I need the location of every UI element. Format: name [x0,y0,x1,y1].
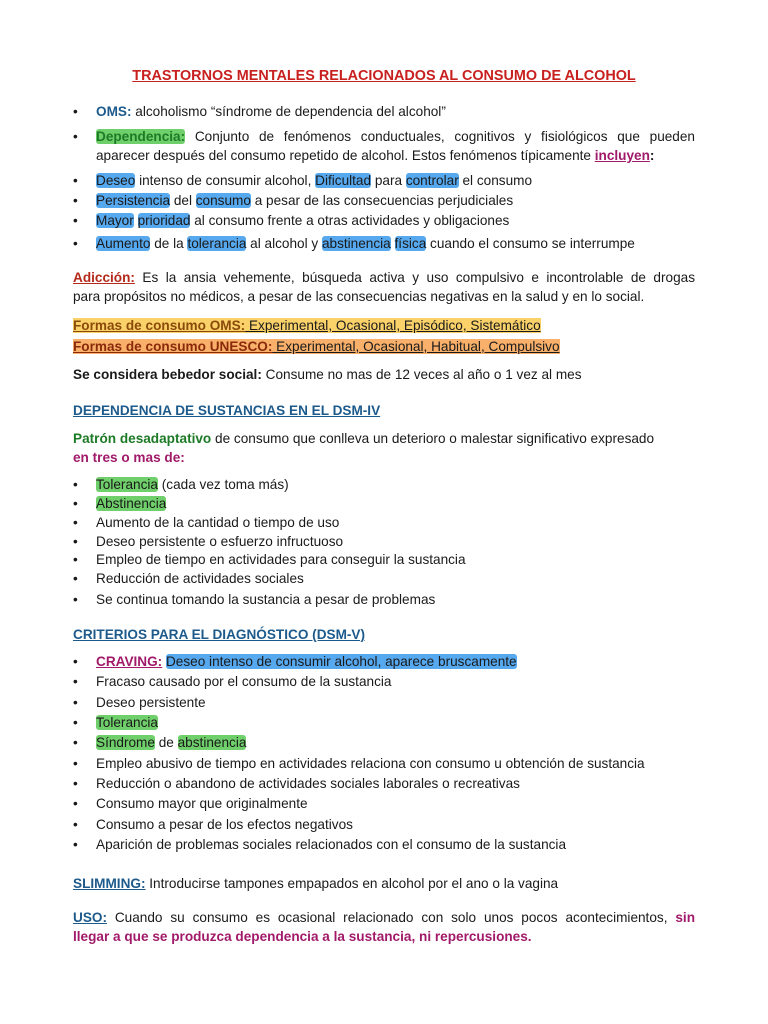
highlight-text: consumo [195,193,251,208]
dsm5-heading [73,626,365,644]
adiccion-text2: para propósitos no médicos, a pesar de las consecuencias negativas en la salud y en lo social. [73,289,645,304]
uso-line2 [73,928,532,946]
item-text: Fracaso causado por el consumo de la sustancia [96,674,392,689]
bullet-icon: • [73,193,78,208]
formas-oms-label: Formas de consumo OMS: [73,318,246,333]
item-text: Aparición de problemas sociales relacionados con el consumo de la sustancia [96,837,567,852]
formas-oms [73,317,541,335]
formas-oms-text: Experimental, Ocasional, Episódico, Sistemático [245,318,541,333]
highlight-text: Tolerancia [96,477,158,492]
oms-text: alcoholismo “síndrome de dependencia del alcohol” [131,104,446,119]
highlight-text: Abstinencia [96,496,167,511]
item-text: el consumo [458,173,533,188]
highlight-text: Aumento [96,236,151,251]
item-text [391,236,395,251]
incluyen-colon: : [649,148,655,163]
bullet-icon: • [73,477,78,492]
bullet-icon: • [73,515,78,530]
uso-line1 [73,909,695,928]
adiccion-text1: Es la ansia vehemente, búsqueda activa y uso compulsivo e incontrolable de drogas [134,270,695,285]
bebedor-text: Consume no mas de 12 veces al año o 1 vez al mes [261,367,582,382]
item-text: del [170,193,196,208]
bullet-icon: • [73,552,78,567]
bullet-icon: • [73,592,78,607]
item-text: cuando el consumo se interrumpe [426,236,635,251]
item-text: al alcohol y [246,236,322,251]
item-text: Empleo de tiempo en actividades para conseguir la sustancia [96,552,466,567]
item-text: Consumo a pesar de los efectos negativos [96,817,353,832]
slimming-text: Introducirse tampones empapados en alcohol por el ano o la vagina [145,876,559,891]
bullet-icon: • [73,213,78,228]
item-text [134,213,138,228]
item-text: (cada vez toma más) [157,477,289,492]
oms-label: OMS: [96,104,132,119]
highlight-text: Dificultad [315,173,372,188]
bebedor-social [73,366,582,384]
bullet-icon: • [73,654,78,669]
item-text: Empleo abusivo de tiempo en actividades relaciona con consumo u obtención de sustancia [96,756,645,771]
formas-unesco-label: Formas de consumo UNESCO: [73,339,273,354]
dsm4-heading [73,402,380,420]
uso-label: USO: [73,910,107,925]
adiccion-line1 [73,269,695,288]
bullet-icon: • [73,236,78,251]
item-text: de la [150,236,188,251]
dependencia-text2: aparecer después del consumo repetido de alcohol. Estos fenómenos típicamente [96,148,595,163]
highlight-text: controlar [405,173,459,188]
uso-bold1: sin [675,910,695,925]
bullet-icon: • [73,104,78,119]
highlight-text: abstinencia [321,236,391,251]
item-text: Reducción de actividades sociales [96,571,304,586]
patron-text: de consumo que conlleva un deterioro o malestar significativo expresado [211,431,655,446]
bullet-icon: • [73,776,78,791]
bullet-icon: • [73,796,78,811]
adiccion-line2 [73,288,644,306]
incluyen-word: incluyen [594,148,650,163]
item-text: Aumento de la cantidad o tiempo de uso [96,515,340,530]
dsm5-heading-text: CRITERIOS PARA EL DIAGNÓSTICO (DSM-V) [73,627,366,642]
uso-text1: Cuando su consumo es ocasional relacionado con solo unos pocos acontecimientos, [106,910,676,925]
bullet-icon: • [73,817,78,832]
bullet-icon: • [73,534,78,549]
patron-line [73,430,654,448]
bullet-icon: • [73,129,78,144]
bullet-icon: • [73,837,78,852]
slimming-label: SLIMMING: [73,876,146,891]
tres-line [73,449,185,467]
dependencia-text1: Conjunto de fenómenos conductuales, cognitivos y fisiológicos que pueden [185,129,695,144]
highlight-text: física [394,236,427,251]
adiccion-label: Adicción: [73,270,135,285]
highlight-text: Persistencia [96,193,171,208]
dependencia-label: Dependencia: [96,129,186,144]
uso-bold2: llegar a que se produzca dependencia a la sustancia, ni repercusiones. [73,929,532,944]
item-text: a pesar de las consecuencias perjudiciales [250,193,514,208]
item-text: Reducción o abandono de actividades sociales laborales o recreativas [96,776,520,791]
formas-unesco-text: Experimental, Ocasional, Habitual, Compulsivo [272,339,560,354]
bullet-icon: • [73,735,78,750]
craving-label: CRAVING: [96,654,163,669]
bullet-icon: • [73,571,78,586]
document-title: TRASTORNOS MENTALES RELACIONADOS AL CONSUMO DE ALCOHOL [132,68,636,84]
bullet-icon: • [73,674,78,689]
patron-label: Patrón desadaptativo [73,431,212,446]
bullet-icon: • [73,695,78,710]
item-text: para [371,173,406,188]
highlight-text: Deseo [96,173,136,188]
highlight-text: tolerancia [187,236,247,251]
slimming-line [73,875,558,893]
craving-text: Deseo intenso de consumir alcohol, aparece bruscamente [165,654,517,669]
highlight-text: Mayor [96,213,134,228]
dsm4-heading-text: DEPENDENCIA DE SUSTANCIAS EN EL DSM-IV [73,403,381,418]
bullet-icon: • [73,496,78,511]
highlight-text: prioridad [137,213,191,228]
highlight-text: Síndrome [96,735,155,750]
highlight-text: Tolerancia [96,715,158,730]
tres-text: en tres o mas de: [73,450,185,465]
highlight-text: abstinencia [177,735,247,750]
item-text: Deseo persistente o esfuerzo infructuoso [96,534,344,549]
item-text: Consumo mayor que originalmente [96,796,308,811]
dependencia-line2 [96,147,654,165]
item-text: Se continua tomando la sustancia a pesar de problemas [96,592,436,607]
item-text: intenso de consumir alcohol, [135,173,316,188]
bullet-icon: • [73,756,78,771]
item-text: al consumo frente a otras actividades y obligaciones [190,213,510,228]
bullet-icon: • [73,173,78,188]
item-text: de [154,735,178,750]
bullet-icon: • [73,715,78,730]
item-text: Deseo persistente [96,695,206,710]
formas-unesco [73,338,560,356]
bebedor-label: Se considera bebedor social: [73,367,262,382]
